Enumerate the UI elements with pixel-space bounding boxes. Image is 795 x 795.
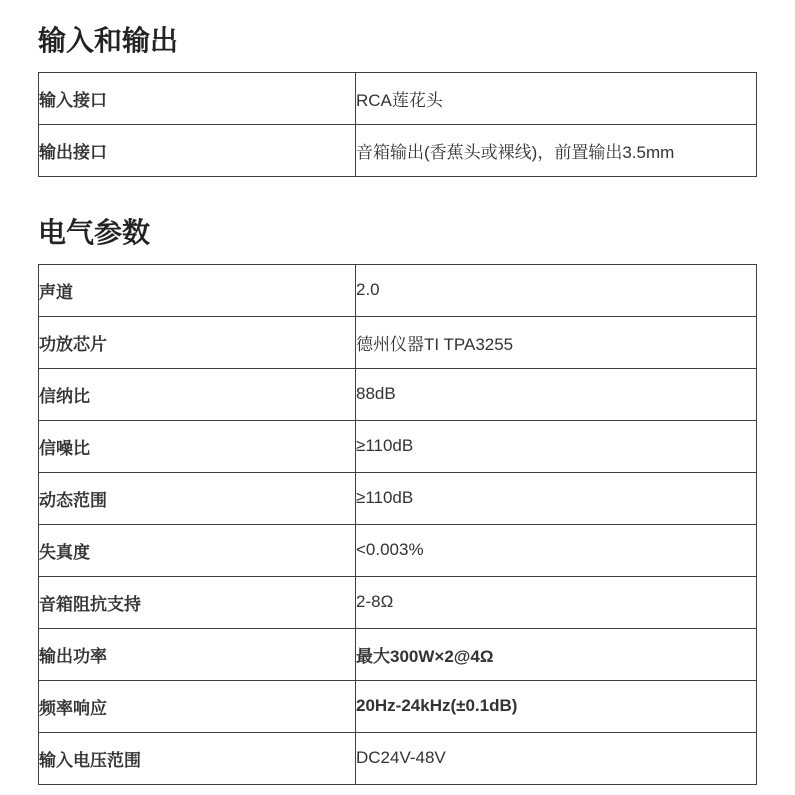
table-row (39, 576, 757, 628)
table-row (39, 472, 757, 524)
table-row (39, 628, 757, 680)
spec-value-distortion: <0.003% (356, 524, 757, 576)
spec-value-output-port: 音箱输出(香蕉头或裸线)，前置输出3.5mm (356, 124, 757, 176)
spec-label-distortion: 失真度 (39, 524, 356, 576)
section-input-output (38, 26, 757, 177)
table-row (39, 524, 757, 576)
table-row (39, 732, 757, 784)
table-row (39, 680, 757, 732)
spec-label-input-port: 输入接口 (39, 72, 356, 124)
spec-value-sinad: 88dB (356, 368, 757, 420)
spec-value-amp-chip: 德州仪器TI TPA3255 (356, 316, 757, 368)
spec-label-channels: 声道 (39, 264, 356, 316)
electrical-params-table (38, 264, 757, 785)
spec-value-speaker-impedance: 2-8Ω (356, 576, 757, 628)
spec-label-sinad: 信纳比 (39, 368, 356, 420)
spec-value-frequency-response: 20Hz-24kHz(±0.1dB) (356, 680, 757, 732)
table-row (39, 264, 757, 316)
input-output-table (38, 72, 757, 177)
section-title-electrical-params: 电气参数 (38, 216, 151, 248)
spec-label-output-power: 输出功率 (39, 628, 356, 680)
spec-value-input-port: RCA莲花头 (356, 72, 757, 124)
spec-label-frequency-response: 频率响应 (39, 680, 356, 732)
spec-value-output-power: 最大300W×2@4Ω (356, 628, 757, 680)
table-row (39, 72, 757, 124)
table-row (39, 420, 757, 472)
table-row (39, 316, 757, 368)
spec-value-dynamic-range: ≥110dB (356, 472, 757, 524)
spec-label-speaker-impedance: 音箱阻抗支持 (39, 576, 356, 628)
spec-value-input-voltage-range: DC24V-48V (356, 732, 757, 784)
spec-label-snr: 信噪比 (39, 420, 356, 472)
section-electrical-params (38, 218, 757, 785)
spec-label-dynamic-range: 动态范围 (39, 472, 356, 524)
spec-value-snr: ≥110dB (356, 420, 757, 472)
spec-label-amp-chip: 功放芯片 (39, 316, 356, 368)
section-title-input-output: 输入和输出 (38, 25, 179, 56)
spec-label-output-port: 输出接口 (39, 124, 356, 176)
table-row (39, 124, 757, 176)
spec-label-input-voltage-range: 输入电压范围 (39, 732, 356, 784)
table-row (39, 368, 757, 420)
spec-value-channels: 2.0 (356, 264, 757, 316)
